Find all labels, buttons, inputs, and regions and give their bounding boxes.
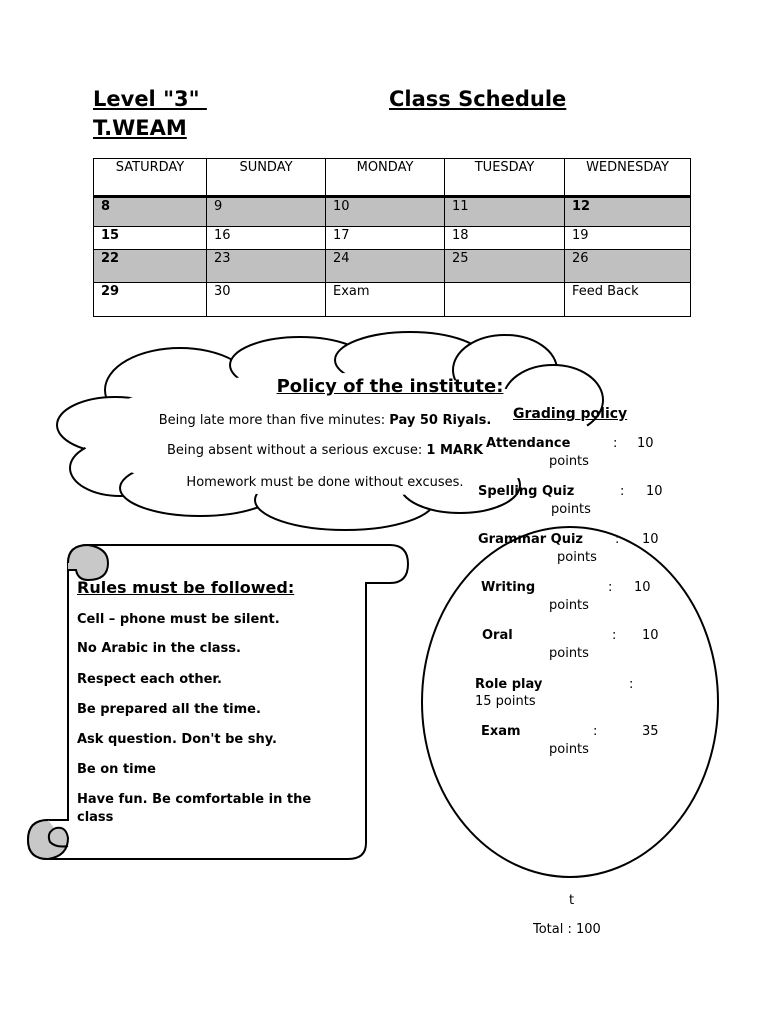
policy-line-absent-penalty: 1 MARK [426,443,484,458]
date-cell: 29 [94,283,207,317]
date-cell: 30 [207,283,326,317]
grade-label: Exam [481,724,521,739]
grade-unit: points [551,502,591,517]
date-cell: Exam [326,283,445,317]
grade-colon: : [593,724,598,739]
date-cell: 15 [94,227,207,250]
rule-item: Be prepared all the time. [77,702,261,717]
day-header: WEDNESDAY [565,159,691,197]
stray-mark: t [569,893,575,908]
grading-total: Total : 100 [533,922,601,937]
grade-label: Attendance [486,436,571,451]
grade-label: Spelling Quiz [478,484,575,499]
grade-colon: : [613,436,618,451]
grade-value: 15 points [475,694,536,709]
day-header: TUESDAY [445,159,565,197]
date-cell: Feed Back [565,283,691,317]
rule-item: Be on time [77,762,156,777]
date-cell: 19 [565,227,691,250]
grade-unit: points [549,598,589,613]
grade-colon: : [620,484,625,499]
date-cell: 12 [565,197,691,227]
grade-unit: points [549,742,589,757]
rules-title: Rules must be followed: [77,578,295,597]
grade-value: 10 [642,532,659,547]
grading-title: Grading policy [513,406,628,422]
grade-label: Oral [482,628,513,643]
day-header: MONDAY [326,159,445,197]
grade-colon: : [615,532,620,547]
grade-colon: : [608,580,613,595]
date-cell: 23 [207,250,326,283]
rule-item: No Arabic in the class. [77,641,241,656]
rule-item: Ask question. Don't be shy. [77,732,277,747]
policy-line-late-text: Being late more than five minutes: [158,413,390,428]
grade-colon: : [612,628,617,643]
grade-colon: : [629,677,634,692]
date-cell: 11 [445,197,565,227]
policy-line-late-penalty: Pay 50 Riyals. [389,413,492,428]
grade-unit: points [557,550,597,565]
date-cell: 26 [565,250,691,283]
day-header: SUNDAY [207,159,326,197]
rule-item: Have fun. Be comfortable in the class [77,792,312,825]
schedule-title: Class Schedule [389,87,567,111]
grade-unit: points [549,454,589,469]
grade-unit: points [549,646,589,661]
date-cell: 16 [207,227,326,250]
date-cell: 24 [326,250,445,283]
date-cell: 22 [94,250,207,283]
policy-line-homework: Homework must be done without excuses. [186,475,464,490]
teacher-name: T.WEAM [93,116,187,140]
rule-item: Cell – phone must be silent. [77,612,280,627]
date-cell: 25 [445,250,565,283]
rule-item: Respect each other. [77,672,222,687]
grade-label: Role play [475,677,543,692]
grade-value: 10 [642,628,659,643]
date-cell: 9 [207,197,326,227]
day-header: SATURDAY [94,159,207,197]
grade-label: Grammar Quiz [478,532,583,547]
grade-value: 35 [642,724,659,739]
date-cell: 17 [326,227,445,250]
policy-title: Policy of the institute: [276,376,504,397]
grade-value: 10 [646,484,663,499]
date-cell: 10 [326,197,445,227]
date-cell: 8 [94,197,207,227]
grade-label: Writing [481,580,536,595]
date-cell: 18 [445,227,565,250]
grade-value: 10 [634,580,651,595]
grade-value: 10 [637,436,654,451]
level-heading: Level "3" [93,87,207,111]
policy-line-absent-text: Being absent without a serious excuse: [166,443,427,458]
